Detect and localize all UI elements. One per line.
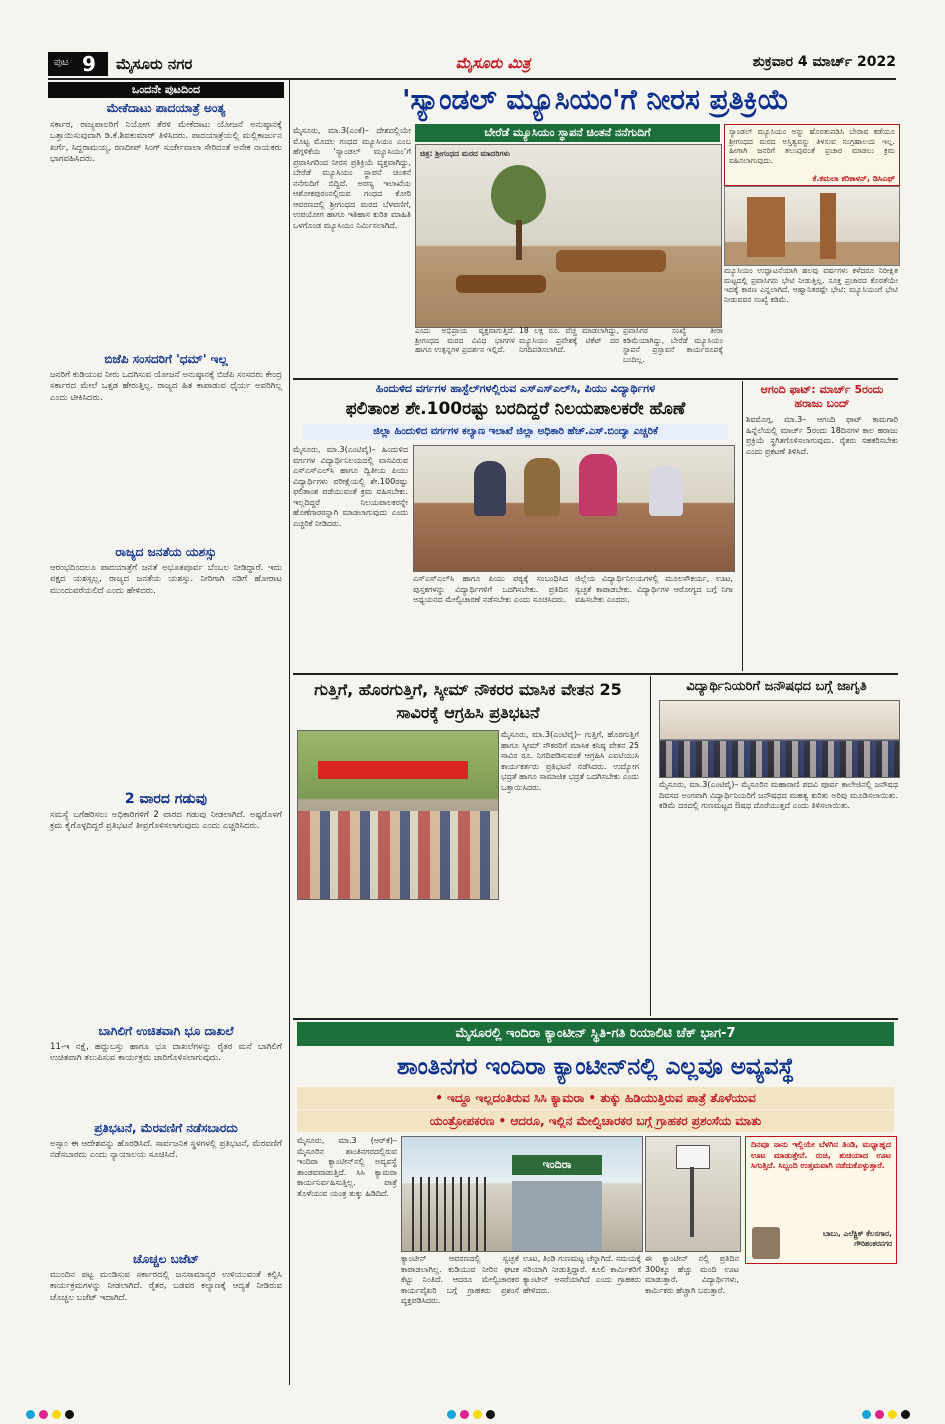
agandi-body: ಶಿವಮೊಗ್ಗ, ಮಾ.3– ಆಗಂದಿ ಫಾಟ್ ಕಾಮಗಾರಿ ಹಿನ್ನೆಲೆಯಲ್ಲಿ ಮಾರ್ಚ್ 5ರಂದು 18ದಿನಗಳ ಕಾಲ ಹರಾಜು ಪ್ರಕ್ರಿಯೆ ಸ್ಥಗಿತಗೊಳಿಸಲಾಗುವುದು. ರೈತರು ಸಹಕರಿಸಬೇಕು ಎಂದು ಪ್ರಕಟಣೆ ತಿಳಿಸಿದೆ. [746,415,901,456]
sandal-photo-credit: ಚಿತ್ರ: ಶ್ರೀಗಂಧದ ಮರದ ಮಾದರಿಗಳು [420,149,510,158]
story-mekedatu-body: ಸರ್ಕಾರ, ರಾಜ್ಯಪಾಲರಿಗೆ ನಿಯೋಗ ತೆರಳಿ ಮೇಕೆದಾಟು ಯೋಜನೆ ಅನುಷ್ಠಾನಕ್ಕೆ ಒತ್ತಾಯಿಸುವುದಾಗಿ ಡಿ.ಕೆ.ಶಿವಕುಮಾರ್ ತಿಳಿಸಿದರು. ಪಾದಯಾತ್ರೆಯಲ್ಲಿ ಮಲ್ಲಿಕಾರ್ಜುನ ಖರ್ಗೆ, ಸಿದ್ದರಾಮಯ್ಯ, ರಣದೀಪ್ ಸಿಂಗ್ ಸುರ್ಜೇವಾಲಾ ಸೇರಿದಂತೆ ಅನೇಕ ನಾಯಕರು ಭಾಗವಹಿಸಿದರು. [50,120,285,165]
canteen-quote: ದಿನವೂ ನಾನು ಇಲ್ಲಿಯೇ ಬೆಳಗಿನ ತಿಂಡಿ, ಮಧ್ಯಾಹ್ನದ ಊಟ ಮಾಡುತ್ತೇನೆ. ರುಚಿ, ಶುಚಿಯಾದ ಊಟ ಸಿಗುತ್ತಿದೆ. ಸಿಬ್ಬಂದಿ ಉತ್ತಮವಾಗಿ ನಡೆದುಕೊಳ್ಳುತ್ತಾರೆ. [751,1140,894,1170]
hostel-body-mid: ಎಸ್‌ಎಸ್‌ಎಲ್‌ಸಿ ಹಾಗೂ ಪಿಯು ಪಠ್ಯಕ್ಕೆ ಸಂಬಂಧಿಸಿದ ಪುಸ್ತಕಗಳನ್ನು ವಿದ್ಯಾರ್ಥಿಗಳಿಗೆ ಒದಗಿಸಬೇಕು. ಪ್ರತಿದಿನ ಅಧ್ಯಯನದ ಮೇಲ್ವಿಚಾರಣೆ ನಡೆಸಬೇಕು ಎಂದು ಸೂಚಿಸಿದರು. [413,574,571,604]
canteen-story [293,1022,898,1384]
registration-marks-center [445,1404,505,1416]
hostel-headline: ಫಲಿತಾಂಶ ಶೇ.100ರಷ್ಟು ಬರದಿದ್ದರೆ ನಿಲಯಪಾಲಕರೇ ಹೊಣೆ [345,399,686,419]
hostel-strap: ಜಿಲ್ಲಾ ಹಿಂದುಳಿದ ವರ್ಗಗಳ ಕಲ್ಯಾಣ ಇಲಾಖೆ ಜಿಲ್ಲಾ ಅಧಿಕಾರಿ ಹೆಚ್.ಎಸ್.ಬಿಂದ್ಯಾ ಎಚ್ಚರಿಕೆ [303,424,728,440]
guttige-bottom-rule [293,1018,898,1020]
reg-dot-yellow [888,1410,897,1419]
reg-dot-black [901,1410,910,1419]
canteen-body-b: ಕ್ಯಾಂಟೀನ್ ಆವರಣದಲ್ಲಿ ಸ್ವಚ್ಛತೆ ಕಾಪಾಡಲಾಗಿಲ್ಲ. ಕುಡಿಯುವ ನೀರಿನ ಘಟಕ ಕೆಟ್ಟು ನಿಂತಿದೆ. ಆದರೂ ಮೇಲ್ವಿಚಾರಕರ ಕಾರ್ಯವೈಖರಿ ಬಗ್ಗೆ ಗ್ರಾಹಕರು ಪ್ರಶಂಸೆ ವ್ಯಕ್ತಪಡಿಸಿದರು. [401,1254,522,1305]
story-deadline-body: ಸಮಸ್ಯೆ ಬಗೆಹರಿಸಲು ಅಧಿಕಾರಿಗಳಿಗೆ 2 ವಾರದ ಗಡುವು ನೀಡಲಾಗಿದೆ. ಅಷ್ಟರೊಳಗೆ ಕ್ರಮ ಕೈಗೊಳ್ಳದಿದ್ದರೆ ಪ್ರತಿಭಟನೆ ತೀವ್ರಗೊಳಿಸಲಾಗುವುದು ಎಂದು ಎಚ್ಚರಿಸಿದರು. [50,810,285,832]
reg-dot-cyan [447,1410,456,1419]
registration-marks-right [860,1404,920,1416]
janaushadha-story [655,678,901,1016]
cctv-wiring [690,1167,694,1237]
sandal-headline: 'ಸ್ಯಾಂಡಲ್ ಮ್ಯೂಸಿಯಂ'ಗೆ ನೀರಸ ಪ್ರತಿಕ್ರಿಯೆ [401,83,790,116]
registration-marks-left [24,1404,84,1416]
hostel-bottom-rule [293,673,898,675]
wood-display [556,250,666,272]
canteen-series-banner: ಮೈಸೂರಲ್ಲಿ ಇಂದಿರಾ ಕ್ಯಾಂಟೀನ್ ಸ್ಥಿತಿ-ಗತಿ ರಿಯಾಲಿಟಿ ಚೆಕ್ ಭಾಗ-7 [297,1022,894,1046]
canteen-body-a: ಮೈಸೂರು, ಮಾ.3 (ಆರ್‌ಕೆ)– ಮೈಸೂರಿನ ಶಾಂತಿನಗರದಲ್ಲಿರುವ ಇಂದಿರಾ ಕ್ಯಾಂಟೀನ್‌ನಲ್ಲಿ ಅವ್ಯವಸ್ಥೆ ತಾಂಡವವಾಡುತ್ತಿದೆ. ಸಿಸಿ ಕ್ಯಾಮರಾ ಕಾರ್ಯನಿರ್ವಹಿಸುತ್ತಿಲ್ಲ. ಪಾತ್ರೆ ತೊಳೆಯುವ ಯಂತ್ರ ತುಕ್ಕು ಹಿಡಿದಿದೆ. [297,1136,400,1198]
tree-trunk [516,220,522,260]
tree-display [491,165,546,225]
canteen-camera-photo [645,1136,741,1252]
section-name: ಮೈಸೂರು ನಗರ [116,55,193,73]
canteen-body-c: ಊಟ, ತಿಂಡಿ ಗುಣಮಟ್ಟ ಚೆನ್ನಾಗಿದೆ. ಸಮಯಕ್ಕೆ ಸರಿಯಾಗಿ ನೀಡುತ್ತಿದ್ದಾರೆ. ಕೂಲಿ ಕಾರ್ಮಿಕರಿಗೆ ಕ್ಯಾಂಟೀನ್ ಆಸರೆಯಾಗಿದೆ ಎಂದು ಗ್ರಾಹಕರು ಹೇಳಿದರು. [523,1254,644,1295]
story-protest-head: ಪ್ರತಿಭಟನೆ, ಮೆರವಣಿಗೆ ನಡೆಸಬಾರದು [94,1121,238,1135]
issue-date: ಶುಕ್ರವಾರ 4 ಮಾರ್ಚ್ 2022 [752,54,896,70]
story-mekedatu-head: ಮೇಕೆದಾಟು ಪಾದಯಾತ್ರೆ ಅಂತ್ಯ [106,101,226,115]
reg-dot-magenta [39,1410,48,1419]
story-protest-body: ಅಸ್ಸಾಂ ಈ ಆದೇಶವನ್ನು ಹೊರಡಿಸಿದೆ. ಸಾರ್ವಜನಿಕ ಸ್ಥಳಗಳಲ್ಲಿ ಪ್ರತಿಭಟನೆ, ಮೆರವಣಿಗೆ ನಡೆಸಬಾರದು ಎಂದು ನ್ಯಾಯಾಲಯ ಸೂಚಿಸಿದೆ. [50,1139,285,1161]
janaushadha-photo [659,700,900,778]
story-budget-head: ಚೊಚ್ಚಲ ಬಜೆಟ್ [132,1252,200,1266]
reg-dot-cyan [26,1410,35,1419]
hostel-body-right: ಜಿಲ್ಲೆಯ ವಿದ್ಯಾರ್ಥಿನಿಲಯಗಳಲ್ಲಿ ಮೂಲಸೌಕರ್ಯ, ಊಟ, ಸ್ವಚ್ಛತೆ ಕಾಪಾಡಬೇಕು. ವಿದ್ಯಾರ್ಥಿಗಳ ಆರೋಗ್ಯದ ಬಗ್ಗೆ ನಿಗಾ ವಹಿಸಬೇಕು ಎಂದರು. [575,574,736,604]
reg-dot-magenta [875,1410,884,1419]
sandal-bottom-rule [293,378,898,380]
story-bjp-head: ಬಿಜೆಪಿ ಸಂಸದರಿಗೆ 'ಧಮ್' ಇಲ್ಲ [104,352,228,366]
story-bjp-body: ಜನರಿಗೆ ಕುಡಿಯುವ ನೀರು ಒದಗಿಸುವ ಯೋಜನೆ ಅನುಷ್ಠಾನಕ್ಕೆ ಬಿಜೆಪಿ ಸಂಸದರು ಕೇಂದ್ರ ಸರ್ಕಾರದ ಮೇಲೆ ಒತ್ತಡ ಹೇರುತ್ತಿಲ್ಲ. ರಾಜ್ಯದ ಹಿತ ಕಾಪಾಡುವ ಧೈರ್ಯ ಅವರಿಗಿಲ್ಲ ಎಂದು ಟೀಕಿಸಿದರು. [50,370,285,403]
reg-dot-black [486,1410,495,1419]
official-4 [649,466,683,516]
sandal-bottom-captions [415,326,726,376]
sandal-quote-box [724,124,900,186]
canteen-strap-1: • ಇದ್ದೂ ಇಲ್ಲದಂತಿರುವ ಸಿಸಿ ಕ್ಯಾಮರಾ • ತುಕ್ಕು ಹಿಡಿಯುತ್ತಿರುವ ಪಾತ್ರೆ ತೊಳೆಯುವ [297,1087,894,1109]
masthead [48,50,896,78]
reg-dot-yellow [473,1410,482,1419]
customer-avatar [752,1227,780,1259]
canteen-building-photo [401,1136,643,1252]
canteen-portrait-wall [512,1181,602,1251]
guttige-headline: ಗುತ್ತಿಗೆ, ಹೊರಗುತ್ತಿಗೆ, ಸ್ಕೀಮ್ ನೌಕರರ ಮಾಸಿಕ ವೇತನ 25 ಸಾವಿರಕ್ಕೆ ಆಗ್ರಹಿಸಿ ಪ್ರತಿಭಟನೆ [314,680,622,722]
story-land-records-head: ಬಾಗಿಲಿಗೆ ಉಚಿತವಾಗಿ ಭೂ ದಾಖಲೆ [98,1024,234,1038]
reg-dot-magenta [460,1410,469,1419]
story-success-body: ಆರಂಭದಿಂದಲೂ ಪಾದಯಾತ್ರೆಗೆ ಜನತೆ ಅಭೂತಪೂರ್ವ ಬೆಂಬಲ ನೀಡಿದ್ದಾರೆ. ಇದು ಪಕ್ಷದ ಯಶಸ್ಸಲ್ಲ, ರಾಜ್ಯದ ಜನತೆಯ ಯಶಸ್ಸು. ನೀರಿಗಾಗಿ ನಡಿಗೆ ಹೋರಾಟ ಮುಂದುವರೆಯಲಿದೆ ಎಂದು ಹೇಳಿದರು. [50,563,285,596]
cctv-box [676,1145,710,1169]
left-column-rule [289,80,290,1385]
reg-dot-cyan [862,1410,871,1419]
hostel-meeting-photo [413,445,735,572]
guttige-body: ಮೈಸೂರು, ಮಾ.3(ಎಂಟಿವೈ)– ಗುತ್ತಿಗೆ, ಹೊರಗುತ್ತಿಗೆ ಹಾಗೂ ಸ್ಕೀಮ್ ನೌಕರರಿಗೆ ಮಾಸಿಕ ಕನಿಷ್ಠ ವೇತನ 25 ಸಾವಿರ ರೂ. ನಿಗದಿಪಡಿಸುವಂತೆ ಆಗ್ರಹಿಸಿ ಎಐಟಿಯುಸಿ ಕಾರ್ಯಕರ್ತರು ಪ್ರತಿಭಟನೆ ನಡೆಸಿದರು. ಉದ್ಯೋಗ ಭದ್ರತೆ ಹಾಗೂ ಸಾಮಾಜಿಕ ಭದ್ರತೆ ಒದಗಿಸಬೇಕು ಎಂದು ಒತ್ತಾಯಿಸಿದರು. [501,730,642,792]
sandal-quote: ಸ್ಯಾಂಡಲ್ ಮ್ಯೂಸಿಯಂ ಅನ್ನು ಹೊರತುಪಡಿಸಿ ಬೇರಾವ ಕಡೆಯೂ ಶ್ರೀಗಂಧದ ಮರದ ಅಸ್ತಿತ್ವವನ್ನು ತಿಳಿಸುವ ಸಂಗ್ರಹಾಲಯ ಇಲ್ಲ. ಹೀಗಾಗಿ ಜನರಿಗೆ ತಲುಪುವಂತೆ ಪ್ರಚಾರ ಮಾಡಲು ಕ್ರಮ ವಹಿಸಲಾಗುವುದು. [729,127,898,165]
left-column [48,80,284,1385]
sandal-caption-b: 18 ಲಕ್ಷ ರೂ. ವೆಚ್ಚ ಮಾಡಲಾಗಿದ್ದು, ಮ್ಯೂಸಿಯಂ ಪ್ರವೇಶಕ್ಕೆ ಟಿಕೆಟ್ ದರ ನಿಗದಿಪಡಿಸಲಾಗಿದೆ. [519,326,622,355]
canteen-quote-box [745,1136,897,1264]
canteen-quote-author: ಬಾಬು, ಎಲೆಕ್ಟ್ರಿಕ್ ಕೆಲಸಗಾರ, ಗೌರಿಶಂಕರನಗರ [822,1229,892,1248]
canteen-gate [412,1177,492,1251]
sandal-quote-author: ಕೆ.ಕಮಲಾ ಕರಿಕಾಳನ್, ಡಿಸಿಎಫ್ [812,174,895,183]
sandal-museum-photo [415,144,722,328]
official-2 [524,458,560,516]
page-prefix: ಪುಟ [54,57,69,68]
wood-piece [747,197,785,257]
page-number: 9 [82,52,96,76]
protest-banner [318,761,468,779]
sandal-caption-c: ಪ್ರವಾಸಿಗರ ಸಂಖ್ಯೆ ತೀರಾ ಕಡಿಮೆಯಾಗಿದ್ದು, ಬೇರೆಡೆ ಮ್ಯೂಸಿಯಂ ಸ್ಥಾಪನೆ ಪ್ರಸ್ತಾವನೆ ಕಾರ್ಯರೂಪಕ್ಕೆ ಬಂದಿಲ್ಲ. [623,326,726,364]
guttige-rule [650,676,651,1016]
hostel-story [293,381,738,671]
student-group [660,741,899,777]
wood-branch [820,193,836,259]
janaushadha-body: ಮೈಸೂರು, ಮಾ.3(ಎಂಟಿವೈ)– ಮೈಸೂರಿನ ಮಹಾರಾಣಿ ಪದವಿ ಪೂರ್ವ ಕಾಲೇಜಿನಲ್ಲಿ ಜನೌಷಧ ದಿವಸದ ಅಂಗವಾಗಿ ವಿದ್ಯಾರ್ಥಿನಿಯರಿಗೆ ಜನೌಷಧದ ಮಹತ್ವ ಕುರಿತು ಅರಿವು ಮೂಡಿಸಲಾಯಿತು. ಕಡಿಮೆ ದರದಲ್ಲಿ ಗುಣಮಟ್ಟದ ಔಷಧ ದೊರೆಯುತ್ತದೆ ಎಂದು ತಿಳಿಸಲಾಯಿತು. [659,780,901,810]
story-success-head: ರಾಜ್ಯದ ಜನತೆಯ ಯಶಸ್ಸು [115,545,217,559]
guttige-protest-photo [297,730,499,900]
canteen-headline: ಶಾಂತಿನಗರ ಇಂದಿರಾ ಕ್ಯಾಂಟೀನ್‌ನಲ್ಲಿ ಎಲ್ಲವೂ ಅವ್ಯವಸ್ಥೆ [396,1054,795,1080]
guttige-story [293,676,643,1016]
sandal-photo-2 [724,186,900,266]
hostel-side-rule [742,381,743,671]
agandi-headline: ಆಗಂದಿ ಫಾಟ್: ಮಾರ್ಚ್ 5ರಂದು ಹರಾಜು ಬಂದ್ [760,383,884,410]
agandi-story [746,383,901,671]
hostel-body-left: ಮೈಸೂರು, ಮಾ.3(ಎಂಟಿವೈ)– ಹಿಂದುಳಿದ ವರ್ಗಗಳ ವಿದ್ಯಾರ್ಥಿನಿಲಯದಲ್ಲಿ ವಾಸವಿರುವ ಎಸ್‌ಎಸ್‌ಎಲ್‌ಸಿ ಹಾಗೂ ದ್ವಿತೀಯ ಪಿಯು ವಿದ್ಯಾರ್ಥಿಗಳು ಪರೀಕ್ಷೆಯಲ್ಲಿ ಶೇ.100ರಷ್ಟು ಫಲಿತಾಂಶ ಪಡೆಯುವಂತೆ ಕ್ರಮ ವಹಿಸಬೇಕು. ಇಲ್ಲದಿದ್ದರೆ ನಿಲಯಪಾಲಕರನ್ನೇ ಹೊಣೆಗಾರರನ್ನಾಗಿ ಮಾಡಲಾಗುವುದು ಎಂದು ಎಚ್ಚರಿಕೆ ನೀಡಿದರು. [293,445,411,528]
reg-dot-black [65,1410,74,1419]
canteen-body-d: ಈ ಕ್ಯಾಂಟೀನ್ ನಲ್ಲಿ ಪ್ರತಿದಿನ 300ಕ್ಕೂ ಹೆಚ್ಚು ಮಂದಿ ಊಟ ಮಾಡುತ್ತಾರೆ. ವಿದ್ಯಾರ್ಥಿಗಳು, ಕಾರ್ಮಿಕರು ಹೆಚ್ಚಾಗಿ ಬರುತ್ತಾರೆ. [645,1254,742,1295]
wood-display-2 [456,275,546,293]
story-budget-body: ಮುಂದಿನ ಪಟ್ಟ ಮಂಡಿಸುವ ಸರ್ಕಾರದಲ್ಲಿ ಜನಸಾಮಾನ್ಯರ ಉಳಿಯುವಂತೆ ಕಲ್ಪಿಸಿ ಕಾರ್ಯಕ್ರಮಗಳನ್ನು ನೀಡಲಾಗಿದೆ. ರೈತರ, ಬಡವರ ಕಲ್ಯಾಣಕ್ಕೆ ಆದ್ಯತೆ ನೀಡಿರುವ ಚೊಚ್ಚಲ ಬಜೆಟ್ ಇದಾಗಿದೆ. [50,1270,285,1303]
reg-dot-yellow [52,1410,61,1419]
sandal-museum-story [293,80,901,308]
paper-name: ಮೈಸೂರು ಮಿತ್ರ [455,54,531,72]
story-deadline-head: 2 ವಾರದ ಗಡುವು [124,791,208,807]
canteen-sign: ಇಂದಿರಾ [512,1155,602,1175]
sandal-strap: ಬೇರೆಡೆ ಮ್ಯೂಸಿಯಂ ಸ್ಥಾಪನೆ ಚಿಂತನೆ ನನೆಗುದಿಗೆ [415,124,720,142]
official-3 [579,454,617,516]
story-land-records-body: 11-ಇ ನಕ್ಷೆ, ಹದ್ದುಬಸ್ತು ಹಾಗೂ ಭೂ ದಾಖಲೆಗಳನ್ನು ರೈತರ ಮನೆ ಬಾಗಿಲಿಗೆ ಉಚಿತವಾಗಿ ತಲುಪಿಸುವ ಕಾರ್ಯಕ್ರಮ ಜಾರಿಗೊಳಿಸಲಾಗುವುದು. [50,1042,285,1064]
hostel-kicker: ಹಿಂದುಳಿದ ವರ್ಗಗಳ ಹಾಸ್ಟೆಲ್‌ಗಳಲ್ಲಿರುವ ಎಸ್‌ಎಸ್‌ಎಲ್‌ಸಿ, ಪಿಯು ವಿದ್ಯಾರ್ಥಿಗಳ [375,382,656,395]
official-1 [474,461,506,516]
sandal-intro: ಮೈಸೂರು, ಮಾ.3(ಎಂಕೆ)– ದೇಶದಲ್ಲಿಯೇ ಮೊಟ್ಟ ಮೊದಲ ಗಂಧದ ಮ್ಯೂಸಿಯಂ ಎಂಬ ಹೆಗ್ಗಳಿಕೆಯ ‘ಸ್ಯಾಂಡಲ್ ಮ್ಯೂಸಿಯಂ’ಗೆ ಪ್ರವಾಸಿಗರಿಂದ ನೀರಸ ಪ್ರತಿಕ್ರಿಯೆ ವ್ಯಕ್ತವಾಗಿದ್ದು, ಬೇರೆಡೆ ಮ್ಯೂಸಿಯಂ ಸ್ಥಾಪನೆ ಚಿಂತನೆ ನನೆಗುದಿಗೆ ಬಿದ್ದಿದೆ. ಅರಣ್ಯ ಇಲಾಖೆಯ ಆಶೋಕಪುರಂನಲ್ಲಿರುವ ಗಂಧದ ಕೋಠಿ ಆವರಣದಲ್ಲಿ ಶ್ರೀಗಂಧದ ಮರದ ಬೆಳವಣಿಗೆ, ಉಪಯೋಗ ಹಾಗೂ ಇತಿಹಾಸ ಕುರಿತ ಮಾಹಿತಿ ಒಳಗೊಂಡ ಮ್ಯೂಸಿಯಂ ನಿರ್ಮಿಸಲಾಗಿದೆ. [293,126,414,230]
canteen-strap-2: ಯಂತ್ರೋಪಕರಣ • ಆದರೂ, ಇಲ್ಲಿನ ಮೇಲ್ವಿಚಾರಕರ ಬಗ್ಗೆ ಗ್ರಾಹಕರ ಪ್ರಶಂಸೆಯ ಮಾತು [297,1110,894,1132]
sandal-right-column: ಮ್ಯೂಸಿಯಂ ಉದ್ಘಾಟನೆಯಾಗಿ ಹಲವು ವರ್ಷಗಳು ಕಳೆದರೂ ನಿರೀಕ್ಷಿತ ಮಟ್ಟದಲ್ಲಿ ಪ್ರವಾಸಿಗರು ಭೇಟಿ ನೀಡುತ್ತಿಲ್ಲ. ಸೂಕ್ತ ಪ್ರಚಾರದ ಕೊರತೆಯೇ ಇದಕ್ಕೆ ಕಾರಣ ಎನ್ನಲಾಗಿದೆ. ಆಹ್ವಾನಿತರಷ್ಟೇ ಭೇಟಿ: ಮ್ಯೂಸಿಯಂಗೆ ಭೇಟಿ ನೀಡುವವರ ಸಂಖ್ಯೆ ಕಡಿಮೆ. [724,266,901,304]
protest-crowd [298,811,498,899]
from-front-page-banner: ಒಂದನೇ ಪುಟದಿಂದ [48,82,284,98]
janaushadha-headline: ವಿದ್ಯಾರ್ಥಿನಿಯರಿಗೆ ಜನೌಷಧದ ಬಗ್ಗೆ ಜಾಗೃತಿ [686,679,867,694]
page-number-badge [48,52,108,76]
sandal-caption-a: ಎಂದು ಅಭಿಪ್ರಾಯ ವ್ಯಕ್ತವಾಗುತ್ತಿದೆ. ಶ್ರೀಗಂಧದ ಮರದ ವಿವಿಧ ಭಾಗಗಳ ಹಾಗೂ ಉತ್ಪನ್ನಗಳ ಪ್ರದರ್ಶನ ಇಲ್ಲಿದೆ. [415,326,518,355]
